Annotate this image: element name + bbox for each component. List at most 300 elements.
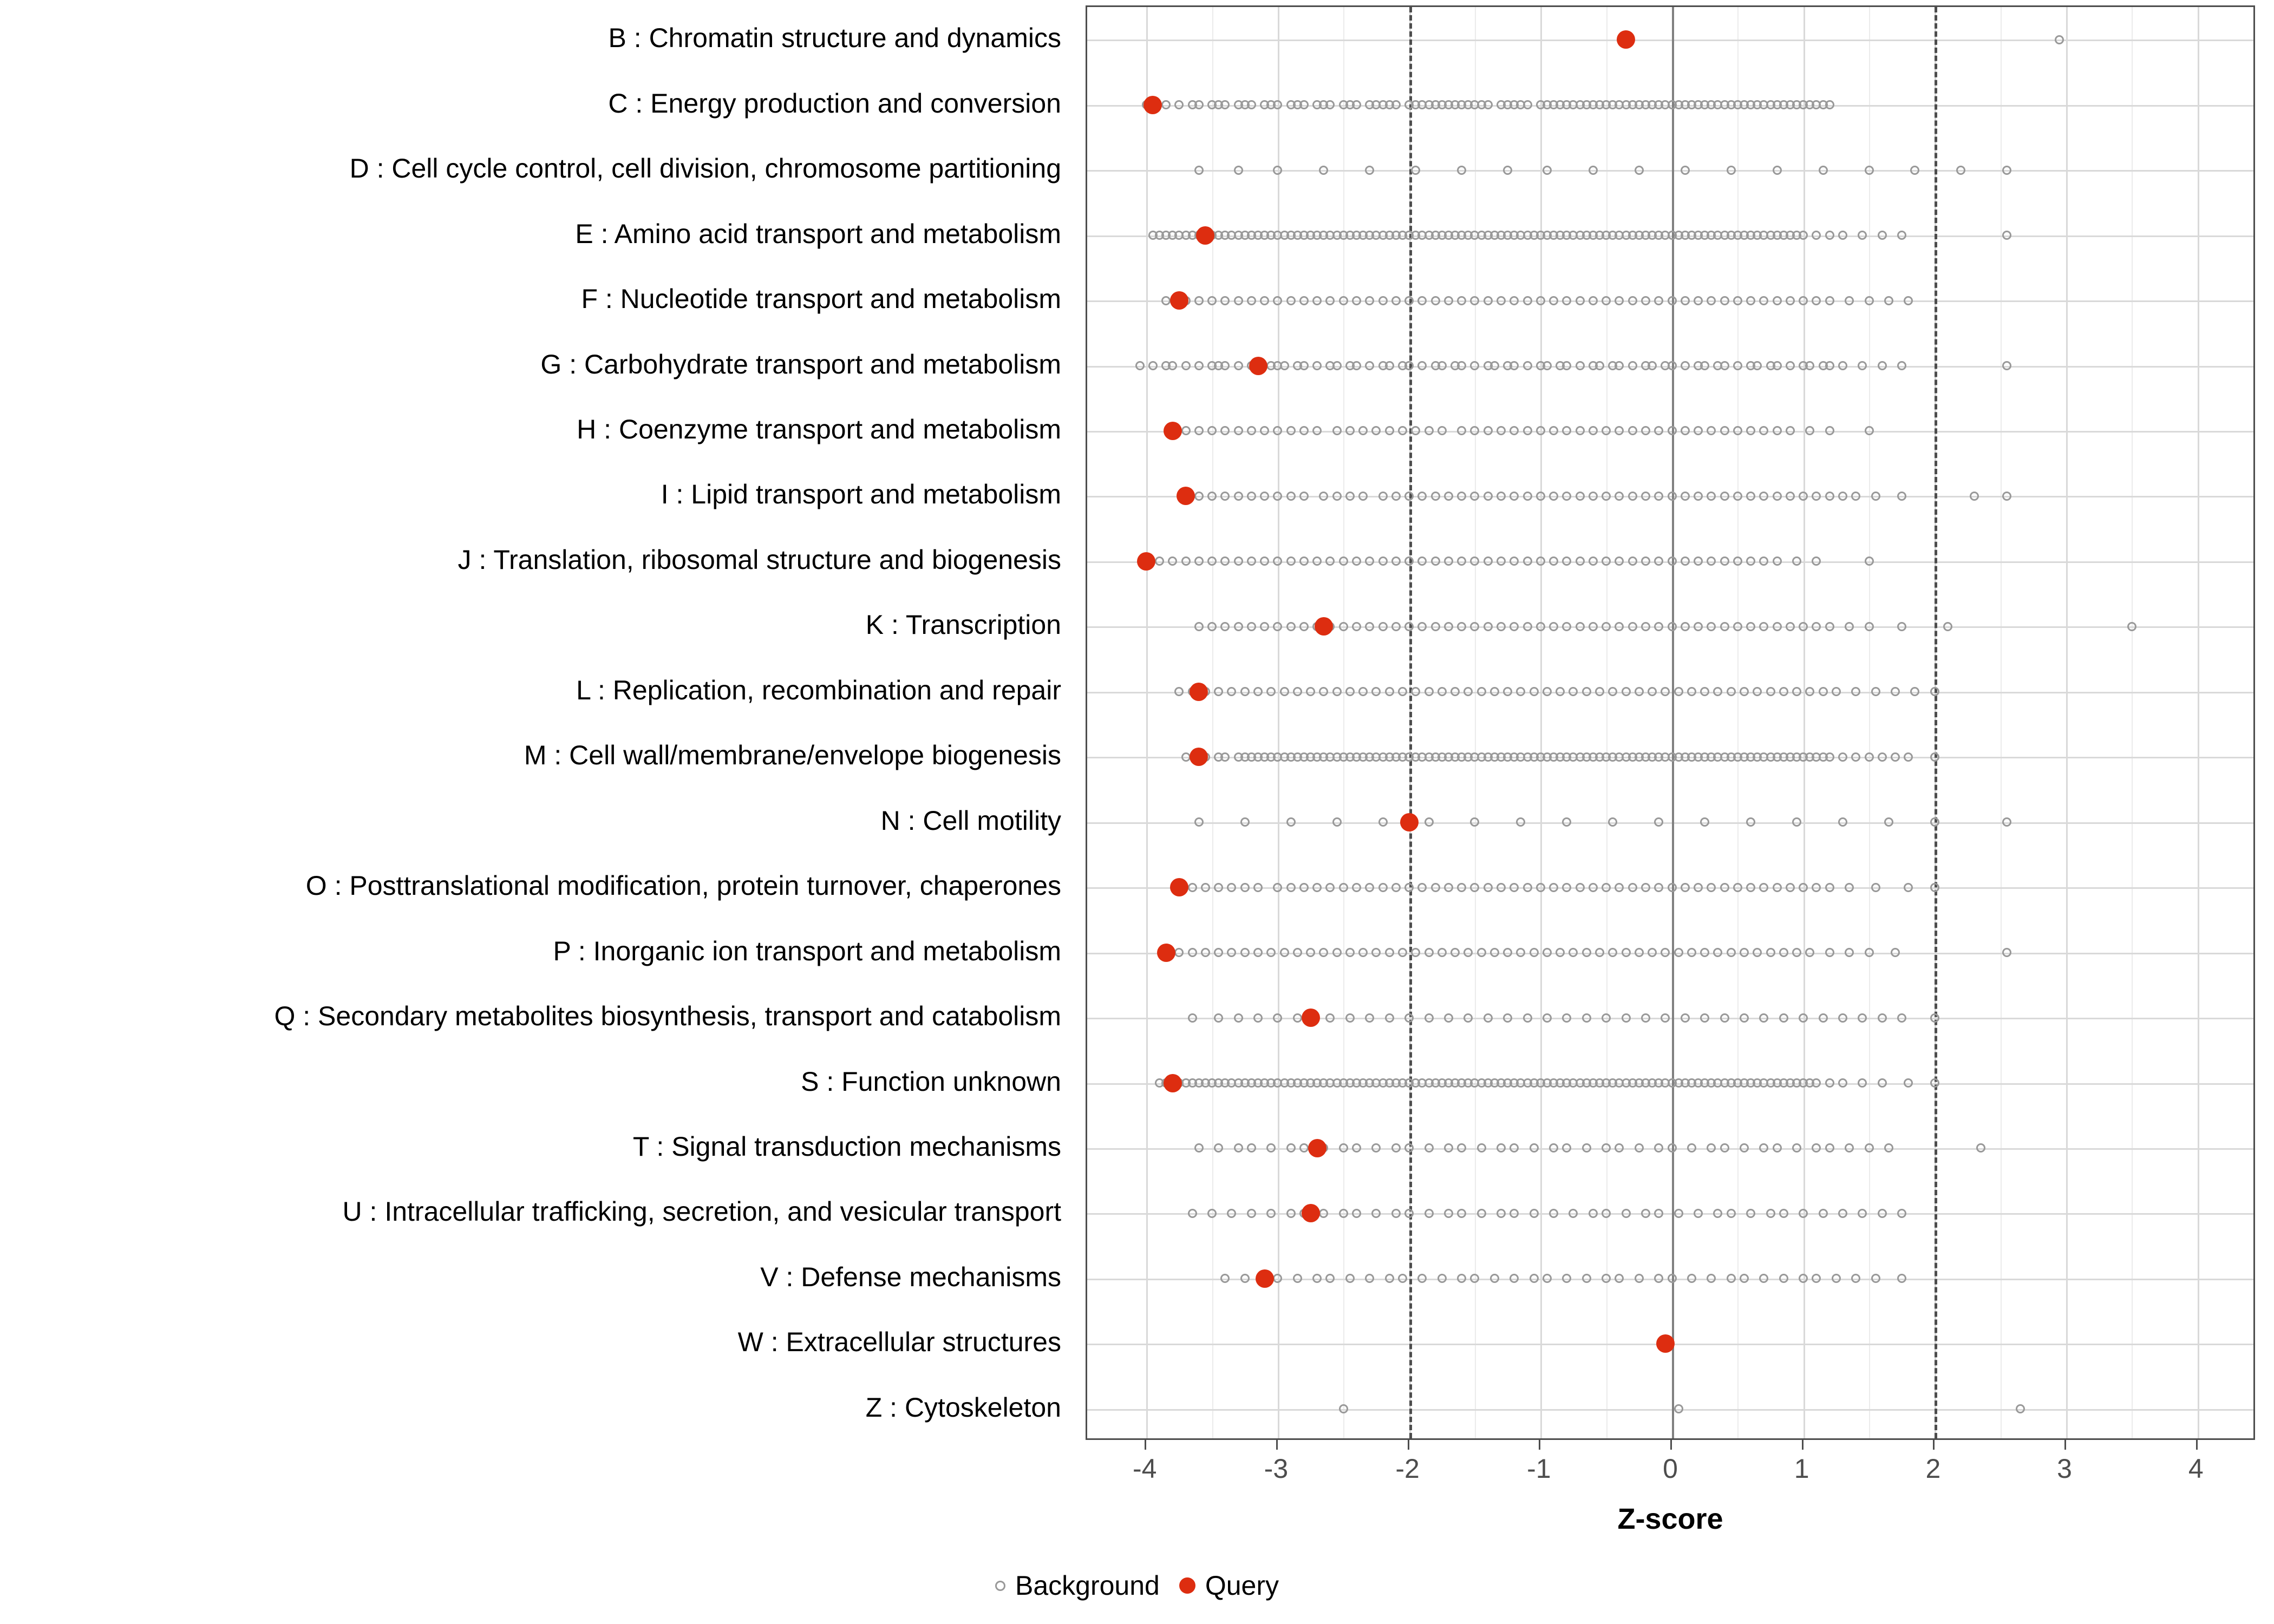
background-point	[1641, 556, 1650, 566]
background-point	[1733, 492, 1742, 501]
background-point	[1779, 948, 1788, 957]
background-point	[1720, 492, 1729, 501]
background-point	[1510, 296, 1519, 305]
background-point	[1220, 752, 1230, 762]
background-point	[1457, 556, 1466, 566]
background-point	[2002, 492, 2011, 501]
background-point	[1694, 622, 1703, 631]
background-point	[1201, 883, 1210, 892]
background-point	[1720, 556, 1729, 566]
background-point	[1891, 752, 1900, 762]
category-label: P : Inorganic ion transport and metabolism	[553, 935, 1061, 966]
background-point	[1214, 687, 1223, 696]
background-point	[1786, 426, 1795, 435]
background-point	[1858, 231, 1867, 240]
background-point	[1194, 361, 1204, 370]
category-label: U : Intracellular trafficking, secretion, and vesicular transport	[342, 1196, 1061, 1227]
background-point	[1589, 1209, 1598, 1218]
background-point	[1444, 1013, 1453, 1023]
background-point	[1168, 361, 1177, 370]
background-point	[1589, 426, 1598, 435]
reference-line-zero	[1672, 7, 1674, 1438]
background-point	[2016, 1404, 2025, 1413]
background-point	[1220, 1274, 1230, 1283]
background-point	[1332, 492, 1342, 501]
background-point	[1385, 687, 1394, 696]
background-point	[1825, 296, 1834, 305]
background-point	[1325, 100, 1335, 109]
background-point	[1858, 1013, 1867, 1023]
background-point	[1530, 1274, 1539, 1283]
background-point	[1713, 687, 1722, 696]
background-point	[1247, 622, 1256, 631]
background-point	[1707, 556, 1716, 566]
background-point	[1628, 296, 1637, 305]
background-point	[1543, 1274, 1552, 1283]
background-point	[1569, 1209, 1578, 1218]
background-point	[1227, 883, 1236, 892]
x-tick-mark	[2064, 1440, 2066, 1450]
background-point	[1306, 948, 1315, 957]
query-point	[1177, 487, 1195, 505]
background-point	[1417, 622, 1427, 631]
background-point	[1825, 752, 1834, 762]
x-tick-label: -4	[1132, 1453, 1157, 1484]
category-label: Z : Cytoskeleton	[865, 1392, 1061, 1423]
background-point	[1799, 883, 1808, 892]
background-point	[1838, 817, 1847, 827]
background-point	[1576, 492, 1585, 501]
background-point	[1878, 1013, 1887, 1023]
background-point	[1562, 361, 1571, 370]
background-point	[1582, 948, 1591, 957]
background-point	[1391, 883, 1401, 892]
background-point	[1851, 1274, 1860, 1283]
background-point	[1286, 817, 1296, 827]
background-point	[1490, 687, 1499, 696]
background-point	[1720, 883, 1729, 892]
background-point	[1668, 1274, 1677, 1283]
background-point	[1865, 1143, 1874, 1152]
background-point	[1523, 883, 1532, 892]
background-point	[1484, 492, 1493, 501]
background-point	[1247, 426, 1256, 435]
background-point	[1404, 556, 1414, 566]
background-point	[1404, 1143, 1414, 1152]
background-point	[1194, 426, 1204, 435]
background-point	[1391, 100, 1401, 109]
background-point	[1523, 296, 1532, 305]
background-point	[1391, 1209, 1401, 1218]
background-point	[1286, 492, 1296, 501]
background-point	[1325, 1274, 1335, 1283]
background-point	[1523, 622, 1532, 631]
background-point	[1753, 948, 1762, 957]
background-point	[1608, 948, 1617, 957]
background-point	[1720, 1143, 1729, 1152]
background-point	[1234, 492, 1243, 501]
background-point	[1253, 883, 1263, 892]
query-point	[1256, 1269, 1274, 1288]
background-point	[1720, 622, 1729, 631]
background-point	[1411, 687, 1420, 696]
background-point	[1365, 296, 1374, 305]
x-tick-mark	[1276, 1440, 1278, 1450]
background-point	[1759, 1274, 1768, 1283]
legend-item-query	[1179, 1570, 1279, 1601]
background-point	[1773, 556, 1782, 566]
background-point	[1792, 556, 1801, 566]
background-point	[1562, 296, 1571, 305]
background-point	[1497, 492, 1506, 501]
background-point	[1543, 687, 1552, 696]
background-point	[1871, 883, 1880, 892]
background-point	[1970, 492, 1979, 501]
background-point	[1530, 687, 1539, 696]
background-point	[1654, 1209, 1663, 1218]
background-point	[1273, 883, 1282, 892]
legend-label-query: Query	[1205, 1570, 1279, 1601]
background-point	[1891, 687, 1900, 696]
background-point	[1766, 1209, 1775, 1218]
background-point	[1457, 622, 1466, 631]
background-point	[1884, 817, 1893, 827]
background-point	[1168, 556, 1177, 566]
background-point	[1602, 296, 1611, 305]
background-point	[1733, 622, 1742, 631]
background-point	[1845, 622, 1854, 631]
query-point	[1143, 96, 1162, 114]
background-point	[1404, 361, 1414, 370]
background-point	[1523, 1013, 1532, 1023]
background-point	[1930, 1013, 1939, 1023]
background-point	[1654, 622, 1663, 631]
background-point	[1845, 1143, 1854, 1152]
background-point	[1503, 1013, 1512, 1023]
background-point	[1437, 687, 1447, 696]
background-point	[1358, 492, 1368, 501]
background-point	[1602, 1143, 1611, 1152]
background-point	[1733, 883, 1742, 892]
background-point	[1174, 687, 1184, 696]
background-point	[1812, 556, 1821, 566]
background-point	[1365, 166, 1374, 175]
background-point	[1188, 948, 1197, 957]
background-point	[1773, 1143, 1782, 1152]
background-point	[1299, 492, 1309, 501]
gridline-horizontal	[1087, 822, 2253, 824]
background-point	[1825, 100, 1834, 109]
background-point	[1562, 492, 1571, 501]
background-point	[2055, 35, 2064, 44]
background-point	[1404, 1013, 1414, 1023]
background-point	[1398, 426, 1407, 435]
background-point	[1668, 1143, 1677, 1152]
background-point	[1589, 296, 1598, 305]
background-point	[1497, 1143, 1506, 1152]
background-point	[1635, 166, 1644, 175]
background-point	[1759, 622, 1768, 631]
category-label: C : Energy production and conversion	[608, 88, 1061, 119]
background-point	[1227, 1209, 1236, 1218]
legend-label-background: Background	[1015, 1570, 1160, 1601]
gridline-horizontal	[1087, 1409, 2253, 1411]
background-point	[1569, 948, 1578, 957]
background-point	[1325, 296, 1335, 305]
background-point	[1799, 622, 1808, 631]
background-point	[1635, 687, 1644, 696]
background-point	[1668, 361, 1677, 370]
category-label: F : Nucleotide transport and metabolism	[581, 284, 1061, 315]
background-point	[1345, 426, 1355, 435]
plot-panel	[1086, 5, 2255, 1440]
background-point	[1299, 556, 1309, 566]
background-point	[1457, 492, 1466, 501]
background-point	[2002, 166, 2011, 175]
background-point	[1595, 948, 1604, 957]
background-point	[1266, 1209, 1276, 1218]
background-point	[1431, 296, 1440, 305]
background-point	[1319, 166, 1328, 175]
background-point	[1510, 556, 1519, 566]
background-point	[1260, 426, 1269, 435]
background-point	[1976, 1143, 1985, 1152]
background-point	[1687, 1143, 1696, 1152]
background-point	[1293, 1274, 1302, 1283]
background-point	[1181, 556, 1191, 566]
background-point	[1622, 948, 1631, 957]
background-point	[1622, 1209, 1631, 1218]
background-point	[1188, 883, 1197, 892]
query-point	[1400, 813, 1419, 831]
background-point	[1766, 687, 1775, 696]
query-point	[1249, 357, 1267, 375]
background-point	[1240, 687, 1250, 696]
background-point	[1825, 948, 1834, 957]
background-point	[1838, 752, 1847, 762]
background-point	[1444, 492, 1453, 501]
background-point	[1240, 817, 1250, 827]
background-point	[1523, 556, 1532, 566]
background-point	[1694, 492, 1703, 501]
gridline-minor-vertical	[1869, 7, 1870, 1438]
background-point	[1510, 426, 1519, 435]
background-point	[1404, 296, 1414, 305]
background-point	[1510, 622, 1519, 631]
background-point	[1398, 948, 1407, 957]
background-point	[1312, 1274, 1322, 1283]
background-point	[1884, 296, 1893, 305]
background-point	[1207, 1209, 1217, 1218]
background-point	[1661, 1013, 1670, 1023]
background-point	[1556, 948, 1565, 957]
background-point	[1576, 622, 1585, 631]
background-point	[1700, 817, 1709, 827]
x-tick-mark	[1802, 1440, 1803, 1450]
background-point	[1161, 296, 1171, 305]
background-point	[1424, 426, 1434, 435]
background-point	[1352, 1143, 1361, 1152]
background-point	[1234, 1013, 1243, 1023]
background-point	[1411, 426, 1420, 435]
background-point	[1720, 1013, 1729, 1023]
background-point	[1266, 1143, 1276, 1152]
background-point	[1635, 948, 1644, 957]
background-point	[1674, 1404, 1683, 1413]
background-point	[1444, 1209, 1453, 1218]
background-point	[1615, 426, 1624, 435]
gridline-minor-vertical	[1212, 7, 1213, 1438]
background-point	[1411, 166, 1420, 175]
background-point	[1654, 1274, 1663, 1283]
background-point	[1753, 687, 1762, 696]
background-point	[1371, 948, 1381, 957]
background-point	[1799, 1274, 1808, 1283]
background-point	[1681, 166, 1690, 175]
category-label: H : Coenzyme transport and metabolism	[577, 414, 1061, 444]
background-point	[1668, 883, 1677, 892]
background-point	[1484, 622, 1493, 631]
background-point	[1759, 883, 1768, 892]
background-point	[1497, 883, 1506, 892]
category-label: V : Defense mechanisms	[760, 1261, 1061, 1292]
background-point	[1260, 296, 1269, 305]
background-point	[1871, 1274, 1880, 1283]
background-point	[1746, 817, 1755, 827]
background-point	[1549, 296, 1558, 305]
background-point	[1385, 1013, 1394, 1023]
background-point	[1358, 426, 1368, 435]
background-point	[1799, 231, 1808, 240]
background-point	[1622, 687, 1631, 696]
background-point	[1904, 883, 1913, 892]
background-point	[1582, 1143, 1591, 1152]
background-point	[1608, 817, 1617, 827]
background-point	[1786, 492, 1795, 501]
background-point	[1720, 426, 1729, 435]
background-point	[1352, 1209, 1361, 1218]
background-point	[1681, 492, 1690, 501]
background-point	[1378, 492, 1388, 501]
background-point	[1497, 296, 1506, 305]
background-point	[1312, 426, 1322, 435]
background-point	[1470, 817, 1479, 827]
background-point	[1681, 296, 1690, 305]
background-point	[1543, 361, 1552, 370]
background-point	[1897, 1209, 1906, 1218]
background-point	[1871, 492, 1880, 501]
background-point	[1234, 361, 1243, 370]
background-point	[1299, 100, 1309, 109]
background-point	[1365, 556, 1374, 566]
background-point	[1273, 1274, 1282, 1283]
background-point	[1825, 1143, 1834, 1152]
background-point	[2127, 622, 2136, 631]
background-point	[1759, 556, 1768, 566]
background-point	[1444, 556, 1453, 566]
background-point	[1286, 1209, 1296, 1218]
background-point	[1759, 426, 1768, 435]
background-point	[1240, 883, 1250, 892]
gridline-minor-vertical	[1343, 7, 1344, 1438]
background-point	[1371, 426, 1381, 435]
background-point	[1825, 622, 1834, 631]
background-point	[1878, 1209, 1887, 1218]
background-point	[1897, 231, 1906, 240]
background-point	[1635, 1274, 1644, 1283]
category-label: Q : Secondary metabolites biosynthesis, transport and catabolism	[274, 1001, 1061, 1032]
background-point	[1700, 687, 1709, 696]
background-point	[1319, 948, 1328, 957]
background-point	[1220, 426, 1230, 435]
background-point	[1188, 1209, 1197, 1218]
background-point	[1562, 426, 1571, 435]
background-point	[1674, 1209, 1683, 1218]
x-axis-title: Z-score	[1617, 1503, 1723, 1535]
background-point	[1247, 492, 1256, 501]
background-point	[1332, 948, 1342, 957]
background-point	[1910, 687, 1919, 696]
category-label: O : Posttranslational modification, protein turnover, chaperones	[305, 870, 1061, 901]
background-point	[1930, 883, 1939, 892]
background-point	[1930, 1078, 1939, 1088]
background-point	[1194, 492, 1204, 501]
background-point	[1398, 1274, 1407, 1283]
background-point	[1727, 166, 1736, 175]
background-point	[1332, 817, 1342, 827]
background-point	[1740, 1274, 1749, 1283]
background-point	[1740, 1143, 1749, 1152]
background-point	[1444, 1143, 1453, 1152]
background-point	[1417, 361, 1427, 370]
background-point	[1220, 361, 1230, 370]
background-point	[1503, 948, 1512, 957]
gridline-horizontal	[1087, 170, 2253, 172]
background-point	[1884, 1143, 1893, 1152]
background-point	[1135, 361, 1145, 370]
gridline-minor-vertical	[1475, 7, 1476, 1438]
background-point	[1602, 426, 1611, 435]
background-point	[1181, 752, 1191, 762]
background-point	[1404, 1209, 1414, 1218]
background-point	[1490, 1274, 1499, 1283]
x-tick-mark	[1145, 1440, 1146, 1450]
background-point	[1865, 556, 1874, 566]
background-point	[1812, 1143, 1821, 1152]
background-point	[1668, 622, 1677, 631]
background-point	[1727, 1209, 1736, 1218]
background-point	[1832, 1274, 1841, 1283]
background-point	[1247, 100, 1256, 109]
background-point	[1332, 687, 1342, 696]
background-point	[1319, 1209, 1328, 1218]
background-point	[1286, 296, 1296, 305]
background-point	[1576, 556, 1585, 566]
background-point	[1602, 492, 1611, 501]
background-point	[1871, 687, 1880, 696]
background-point	[1299, 1143, 1309, 1152]
x-tick-mark	[1408, 1440, 1409, 1450]
background-point	[1536, 883, 1545, 892]
background-point	[1792, 948, 1801, 957]
background-point	[1234, 622, 1243, 631]
background-point	[1668, 426, 1677, 435]
background-point	[1424, 687, 1434, 696]
background-point	[1286, 1143, 1296, 1152]
background-point	[1227, 948, 1236, 957]
background-point	[1319, 687, 1328, 696]
category-label: W : Extracellular structures	[737, 1327, 1061, 1358]
